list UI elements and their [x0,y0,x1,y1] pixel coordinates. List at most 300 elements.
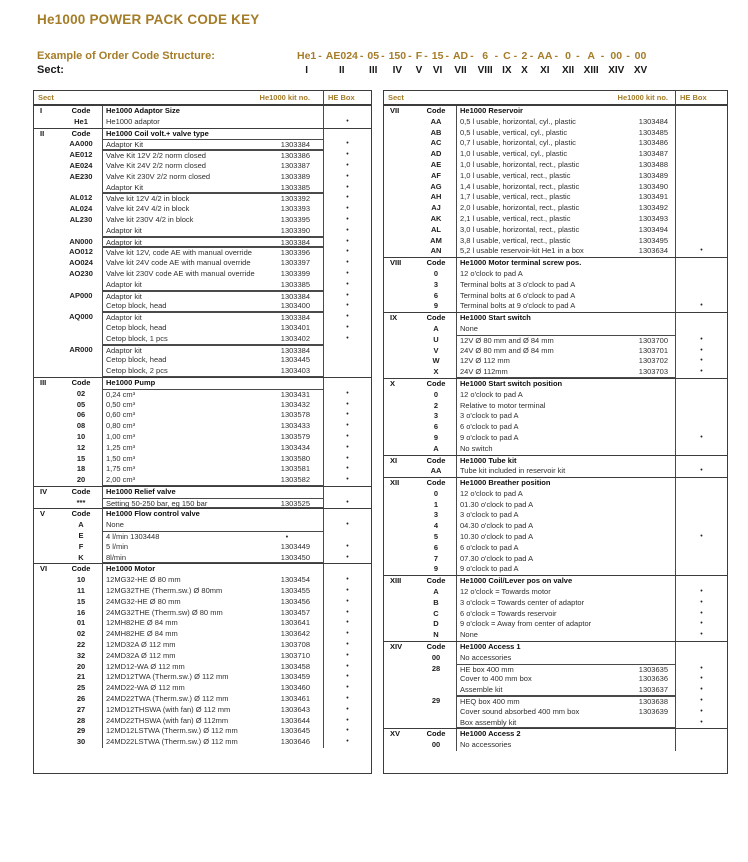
segment-dash: - [470,50,474,62]
section-title: He1000 Start switch [456,313,675,324]
sect-cell [34,520,60,531]
row-kit-no [615,433,675,444]
row-description: Valve Kit 12V 2/2 norm closed [102,150,261,161]
hebox-cell [675,478,727,489]
row-kit-no: 1303637 [615,685,675,696]
segment-dash: - [359,50,364,62]
table-row [384,192,727,203]
table-row [384,685,727,696]
row-description: Cover sound absorbed 400 mm box [456,707,615,718]
table-row [384,674,727,685]
code-segment [537,50,560,77]
section-title: He1000 Relief valve [102,487,323,498]
sect-cell [384,554,416,565]
row-kit-no: 1303582 [261,475,323,486]
row-kit-no: 1303389 [280,171,310,181]
table-header-row [34,91,371,105]
row-code: 9 [433,564,439,574]
row-description: 24MG32-HE Ø 80 mm [102,597,261,608]
row-code: AL012 [69,193,93,203]
hebox-dot-icon: • [675,609,727,620]
table-row [34,575,371,586]
code-segment [502,50,519,77]
code-segment [326,50,366,77]
row-kit-no: 1303432 [280,399,310,409]
section-numeral: V [40,509,46,519]
code-segment [367,50,386,77]
sect-cell [34,454,60,465]
row-description: Cetop block, 1 pcs [102,334,261,345]
sect-cell [384,192,416,203]
segment-sect-numeral: XIII [583,65,599,76]
row-description: 6 o'clock to pad A [456,543,615,554]
hebox-cell [675,171,727,182]
sect-cell [384,367,416,378]
row-description: 07.30 o'clock to pad A [456,554,615,565]
sect-cell [384,433,416,444]
row-kit-no: 1303634 [638,246,668,256]
table-header-row [384,91,727,105]
row-description: Valve kit 24V code AE with manual override [102,258,261,269]
sect-cell [384,138,416,149]
row-code: 20 [76,475,86,485]
table-row [34,694,371,705]
hebox-dot-icon: • [675,335,727,346]
sect-cell [384,401,416,412]
segment-code: 150 [388,50,407,62]
hebox-dot-icon: • [323,443,371,454]
row-code: AO024 [69,258,93,268]
sect-cell [34,139,60,150]
row-code: AO012 [69,247,93,257]
hebox-dot-icon: • [323,291,371,302]
hebox-dot-icon: • [323,454,371,465]
segment-dash: - [445,50,449,62]
hebox-dot-icon: • [323,672,371,683]
row-description: Valve kit 12V, code AE with manual override [102,247,261,258]
row-description: 01.30 o'clock to pad A [456,500,615,511]
sect-cell [34,542,60,553]
segment-sect-numeral: I [305,65,309,76]
hebox-cell [675,543,727,554]
hebox-dot-icon: • [675,696,727,707]
row-kit-no: 1303396 [261,247,323,258]
sect-cell [384,203,416,214]
section-title-row [34,129,371,140]
section-title: He1000 Access 1 [456,642,675,653]
code-segment [453,50,476,77]
sect-cell [34,640,60,651]
table-row [34,737,371,748]
sect-cell [34,443,60,454]
segment-sect-numeral: VI [432,65,443,76]
table-row [34,172,371,183]
row-code: AG [430,181,442,191]
sect-cell [384,718,416,729]
table-row [34,651,371,662]
hebox-column-header: HE Box [675,91,727,104]
table-row [34,400,371,411]
row-kit-no: 1303701 [638,345,668,355]
hebox-cell [675,214,727,225]
row-code: AC [430,138,442,148]
sect-cell [34,651,60,662]
hebox-dot-icon: • [323,323,371,334]
table-row [384,707,727,718]
table-row [384,160,727,171]
segment-dash: - [529,50,534,62]
row-code: 25 [76,683,86,693]
row-description: 0,80 cm³ [102,421,261,432]
segment-sect-numeral: XI [540,65,550,76]
hebox-cell [675,128,727,139]
row-kit-no [615,609,675,620]
table-row [34,618,371,629]
row-kit-no: 1303641 [280,618,310,628]
row-code: 27 [76,704,86,714]
table-row [384,422,727,433]
sect-cell [384,356,416,367]
section-title-row [384,258,727,269]
table-row [384,291,727,302]
row-code: 0 [433,488,439,498]
row-description: HE box 400 mm [456,664,615,675]
hebox-cell [323,564,371,575]
segment-dash: - [318,50,322,62]
row-description: 1,7 l usable, vertical, rect., plastic [456,192,615,203]
row-code: B [433,597,439,607]
table-row [384,138,727,149]
sect-cell [34,410,60,421]
hebox-dot-icon: • [323,597,371,608]
row-kit-no [615,500,675,511]
code-column-label: Code [71,128,91,138]
sect-cell [34,389,60,400]
sect-cell [384,390,416,401]
row-code [416,685,456,696]
table-row [384,466,727,477]
segment-dash: - [408,50,412,62]
row-description: 1,25 cm³ [102,443,261,454]
hebox-dot-icon: • [323,226,371,237]
hebox-dot-icon: • [323,247,371,258]
segment-sect-numeral: III [369,65,378,76]
row-kit-no: 1303486 [638,138,668,148]
row-kit-no: 1303646 [280,737,310,747]
row-description: Adaptor kit [102,280,261,291]
table-row [34,432,371,443]
table-row [34,608,371,619]
section-numeral: XIV [390,642,403,652]
hebox-column-header: HE Box [323,91,371,104]
table-row [34,443,371,454]
row-kit-no: 1303487 [638,149,668,159]
row-description: 3,0 l usable, horizontal, rect., plastic [456,225,615,236]
kit-no-column-header: He1000 kit no. [259,93,310,102]
table-row [384,301,727,312]
section-xi [384,455,727,478]
sect-cell [34,475,60,486]
table-row [384,225,727,236]
table-row [384,489,727,500]
row-kit-no [615,301,675,312]
row-description: Valve kit 230V 4/2 in block [102,215,261,226]
hebox-dot-icon: • [675,346,727,357]
table-row [384,630,727,641]
row-code: 28 [431,663,441,673]
row-kit-no: 1303490 [638,181,668,191]
table-row [34,312,371,323]
hebox-cell [675,280,727,291]
code-segment [562,50,582,77]
hebox-dot-icon: • [323,172,371,183]
row-description: 9 o'clock to pad A [456,564,615,575]
row-code: A [78,520,84,530]
row-description: 24MD32A Ø 112 mm [102,651,261,662]
section-numeral: X [390,378,396,388]
row-kit-no: 1303636 [638,674,668,684]
row-description: 0,5 l usable, vertical, cyl., plastic [456,128,615,139]
section-title-row [384,313,727,324]
table-row [384,149,727,160]
row-code: 12 [76,442,86,452]
row-description: 1,0 l usable, vertical, rect., plastic [456,171,615,182]
segment-dash: - [600,50,605,62]
code-column-label: Code [71,377,91,387]
hebox-cell [675,729,727,740]
hebox-cell [675,160,727,171]
row-description: 3,8 l usable, vertical, rect., plastic [456,236,615,247]
sect-cell [34,737,60,748]
table-row [384,718,727,729]
row-kit-no: 1303459 [280,672,310,682]
row-description: 1,0 l usable, horizontal, rect., plastic [456,160,615,171]
row-code: AJ [431,203,441,213]
row-code: 21 [76,672,86,682]
table-row [34,183,371,194]
row-kit-no: 1303385 [261,183,323,194]
row-kit-no: 1303702 [638,356,668,366]
row-description: 2,0 l usable, horizontal, rect., plastic [456,203,615,214]
row-description: No accessories [456,653,615,664]
row-description: Adaptor kit [102,312,261,323]
row-description: 3 o'clock to pad A [456,411,615,422]
sect-cell [34,226,60,237]
section-vi [34,563,371,748]
table-row [34,553,371,564]
row-code: A [433,443,439,453]
sect-cell [384,160,416,171]
row-kit-no: 1303488 [638,159,668,169]
row-kit-no: 1303384 [261,345,323,356]
code-segment [416,50,430,77]
table-row [384,214,727,225]
row-code [60,301,102,312]
section-numeral: IX [390,313,398,323]
hebox-cell [675,324,727,335]
hebox-cell [675,203,727,214]
sect-cell [34,323,60,334]
section-numeral: VII [390,106,400,115]
table-row [34,640,371,651]
section-title-row [384,729,727,740]
sect-cell [34,716,60,727]
example-label: Example of Order Code Structure: [37,50,215,62]
row-code [416,718,456,729]
sect-cell [34,280,60,291]
row-description: Adaptor kit [102,226,261,237]
table-row [34,498,371,509]
row-description: 0,60 cm³ [102,410,261,421]
table-row [384,324,727,335]
row-kit-no [615,653,675,664]
hebox-cell [675,564,727,575]
sect-cell [384,225,416,236]
row-description: 1,75 cm³ [102,464,261,475]
segment-dash: - [513,50,518,62]
row-kit-no [615,630,675,641]
table-row [384,182,727,193]
row-code [60,355,102,366]
row-kit-no: 1303397 [280,258,310,268]
table-row [384,246,727,257]
sect-cell [384,182,416,193]
row-description: 8l/min [102,553,261,564]
row-code: 20 [76,661,86,671]
row-kit-no [615,401,675,412]
segment-dash: - [576,50,580,62]
row-code: 6 [433,542,439,552]
code-key-tables [33,90,728,774]
row-code [60,183,102,194]
table-row [384,696,727,707]
sect-cell [34,608,60,619]
row-kit-no: 1303579 [280,431,310,441]
hebox-cell [675,225,727,236]
hebox-dot-icon: • [323,608,371,619]
sect-cell [34,312,60,323]
table-row [34,280,371,291]
sect-cell [34,553,60,564]
segment-code: AA [537,50,553,62]
table-row [34,410,371,421]
row-kit-no: 1303400 [261,301,323,312]
table-row [34,629,371,640]
sect-cell [34,193,60,204]
row-description: Adaptor kit [102,345,261,356]
row-kit-no: 1303433 [280,421,310,431]
row-kit-no: 1303457 [280,607,310,617]
row-kit-no: 1303525 [261,498,323,509]
row-description: Cetop block, head [102,301,261,312]
segment-code: 00 [610,50,623,62]
section-title-row [34,106,371,117]
row-code: AA000 [69,139,93,149]
row-description: Cetop block, 2 pcs [102,366,261,377]
sect-cell [384,696,416,707]
table-row [34,366,371,377]
sect-cell [34,150,60,161]
row-code: D [433,619,439,629]
sect-cell [34,498,60,509]
table-row [384,367,727,378]
table-row [34,204,371,215]
sect-cell [34,662,60,673]
code-segments [297,50,649,77]
row-kit-no: 1303491 [638,192,668,202]
row-code: 9 [433,432,439,442]
row-kit-no: 1303395 [280,214,310,224]
sect-cell [34,215,60,226]
table-row [34,215,371,226]
row-kit-no: 1303492 [638,203,668,213]
table-row [384,401,727,412]
table-row [384,543,727,554]
hebox-dot-icon: • [323,301,371,312]
hebox-dot-icon: • [323,410,371,421]
segment-code: C [503,50,511,62]
segment-code: AD [452,50,469,62]
table-row [384,356,727,367]
sect-cell [384,619,416,630]
table-row [34,464,371,475]
row-kit-no: 1303580 [280,453,310,463]
code-column-label: Code [426,106,446,115]
row-description: 6 o'clock to pad A [456,422,615,433]
row-description: No switch [456,444,615,455]
hebox-dot-icon: • [675,664,727,675]
row-code: AK [430,213,442,223]
row-kit-no [615,324,675,335]
row-code: F [78,541,84,551]
hebox-dot-icon: • [323,280,371,291]
hebox-dot-icon: • [675,356,727,367]
row-code: AQ000 [69,312,93,322]
row-kit-no: 1303495 [638,235,668,245]
row-description: 0,5 l usable, horizontal, cyl., plastic [456,117,615,128]
row-code: 29 [76,726,86,736]
table-row [384,171,727,182]
sect-cell [34,291,60,302]
sect-column-header: Sect [388,93,404,102]
row-kit-no: 1303639 [638,706,668,716]
table-row [384,433,727,444]
table-row [34,193,371,204]
section-numeral: XI [390,455,398,465]
row-code: 15 [76,453,86,463]
row-description: 6 o'clock = Towards reservoir [456,609,615,620]
hebox-dot-icon: • [323,575,371,586]
row-description: Adaptor kit [102,291,261,302]
sect-cell [384,740,416,751]
hebox-cell [675,106,727,117]
table-row [384,653,727,664]
table-row [384,117,727,128]
row-code: X [433,367,439,377]
segment-sect-numeral: XV [633,65,648,76]
sect-cell [384,269,416,280]
row-code: AE012 [69,150,93,160]
hebox-dot-icon: • [323,237,371,248]
row-code: 6 [433,290,439,300]
row-kit-no: 1303384 [261,139,323,150]
hebox-dot-icon: • [675,367,727,378]
table-row [34,161,371,172]
kit-dot-icon: • [261,531,323,542]
row-description: 12V Ø 80 mm and Ø 84 mm [456,335,615,346]
section-title-row [384,642,727,653]
table-row [34,683,371,694]
